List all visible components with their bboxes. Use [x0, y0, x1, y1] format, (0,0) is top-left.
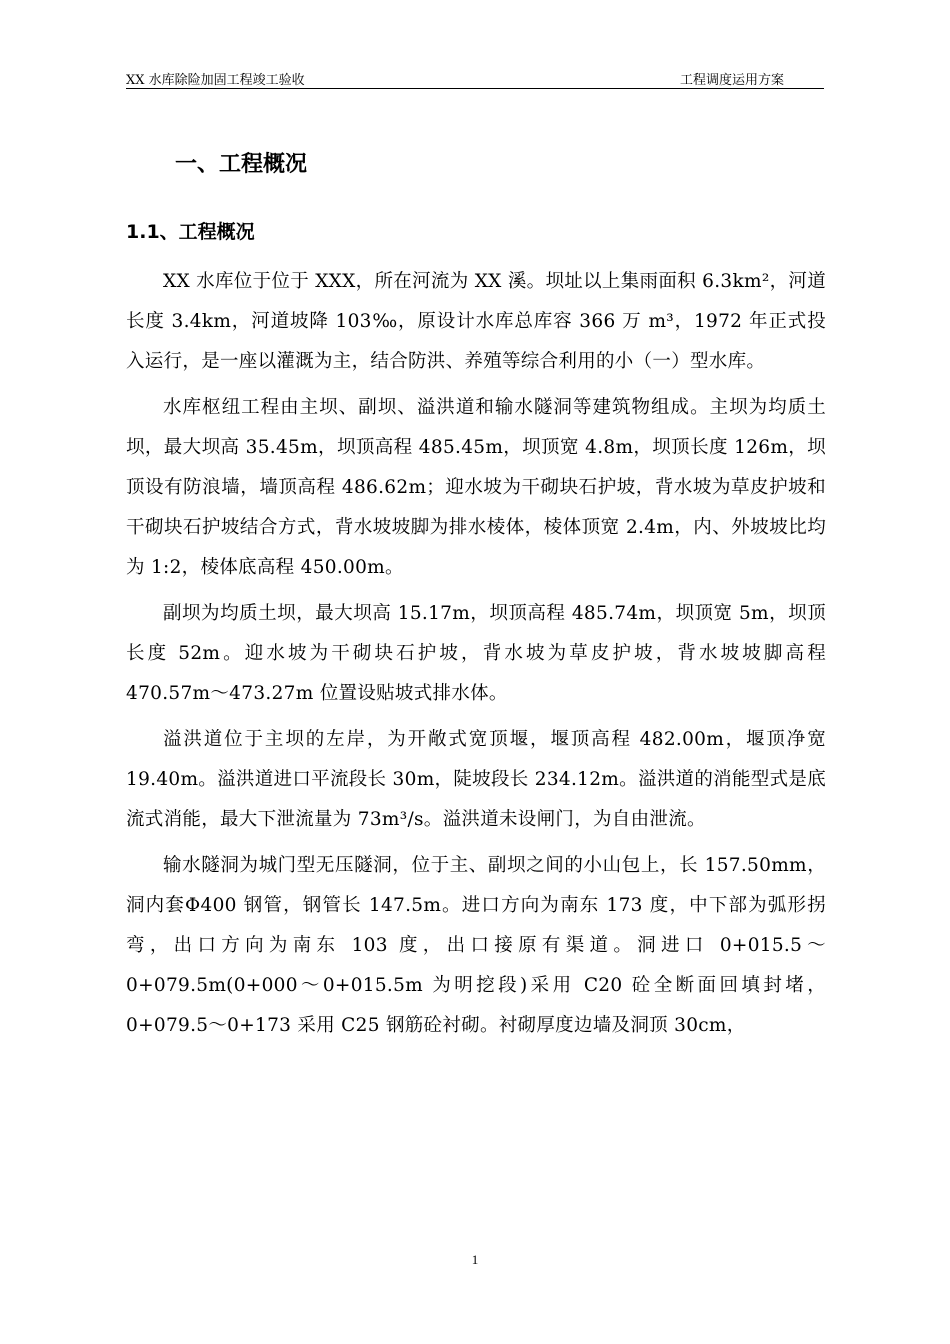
page-number: 1	[471, 1252, 479, 1267]
paragraph-main-dam: 水库枢纽工程由主坝、副坝、溢洪道和输水隧洞等建筑物组成。主坝为均质土坝，最大坝高 35.45m，坝顶高程 485.45m，坝顶宽 4.8m，坝顶长度 126m，坝顶设有防浪墙，墙顶高程 486.62m；迎水坡为干砌块石护坡，背水坡为草皮护坡和干砌块石护坡结合方式，背水坡坡脚为排水棱体，棱体顶宽 2.4m，内、外坡坡比均为 1:2，棱体底高程 450.00m。	[126, 397, 826, 578]
body-text	[126, 262, 826, 1052]
paragraph-overview: XX 水库位于位于 XXX，所在河流为 XX 溪。坝址以上集雨面积 6.3km²，河道长度 3.4km，河道坡降 103‰，原设计水库总库容 366 万 m³，1972 年正式投入运行，是一座以灌溉为主，结合防洪、养殖等综合利用的小（一）型水库。	[126, 271, 826, 372]
paragraph-spillway: 溢洪道位于主坝的左岸，为开敞式宽顶堰，堰顶高程 482.00m，堰顶净宽 19.40m。溢洪道进口平流段长 30m，陡坡段长 234.12m。溢洪道的消能型式是底流式消能，最大下泄流量为 73m³/s。溢洪道未设闸门，为自由泄流。	[126, 729, 826, 830]
page-header	[126, 66, 824, 89]
header-project-title: XX 水库除险加固工程竣工验收	[126, 73, 305, 88]
subsection-title: 1.1、工程概况	[126, 221, 255, 243]
section-title: 一、工程概况	[175, 152, 308, 177]
header-document-title: 工程调度运用方案	[679, 73, 784, 88]
paragraph-tunnel: 输水隧洞为城门型无压隧洞，位于主、副坝之间的小山包上，长 157.50mm，洞内套Φ400 钢管，钢管长 147.5m。进口方向为南东 173 度，中下部为弧形拐弯，出口方向为南东 103 度，出口接原有渠道。洞进口 0+015.5～0+079.5m(0+000～0+015.5m 为明挖段)采用 C20 砼全断面回填封堵，0+079.5～0+173 采用 C25 钢筋砼衬砌。衬砌厚度边墙及洞顶 30cm，	[126, 855, 826, 1036]
paragraph-auxiliary-dam: 副坝为均质土坝，最大坝高 15.17m，坝顶高程 485.74m，坝顶宽 5m，坝顶长度 52m。迎水坡为干砌块石护坡，背水坡为草皮护坡，背水坡坡脚高程 470.57m～473.27m 位置设贴坡式排水体。	[126, 603, 826, 704]
